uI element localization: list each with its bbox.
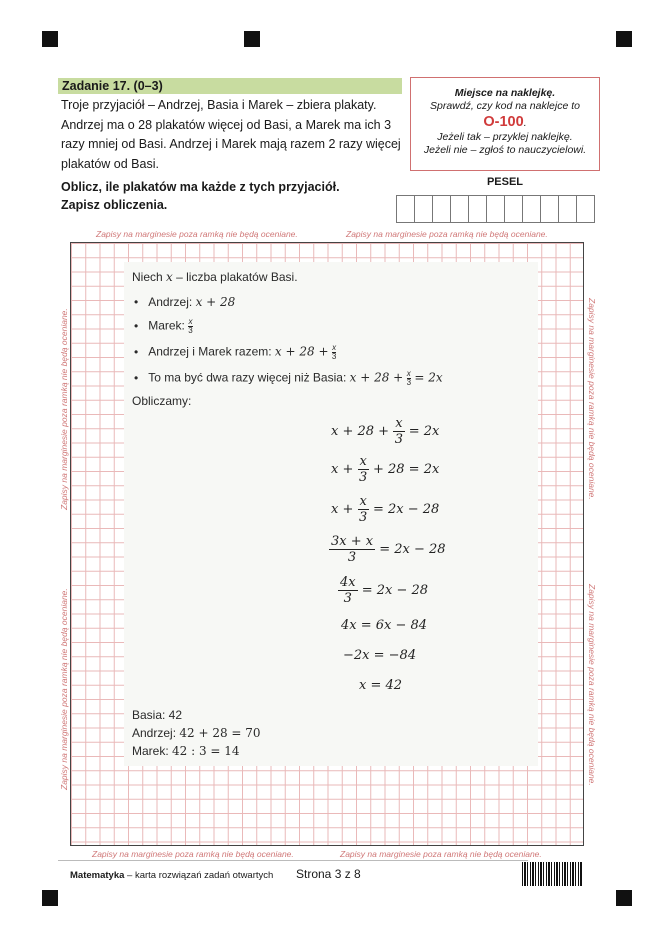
bullet-twice: • To ma być dwa razy więcej niż Basia: x + 28 + $\frac{x}{3} = 2x$ — [134, 370, 443, 387]
pesel-digit-box[interactable] — [540, 195, 559, 223]
intro-line: Niech x – liczba plakatów Basi. — [132, 270, 298, 284]
equation-8: x = 42 — [359, 678, 403, 693]
footer-divider — [58, 860, 528, 861]
result-marek: Marek: 42 : 3 = 14 — [132, 744, 240, 758]
task-text: Troje przyjaciół – Andrzej, Basia i Marek – zbiera plakaty. Andrzej ma o 28 plakatów więcej od Basi, a Marek ma ich 3 razy mniej od Basi. Andrzej i Marek mają razem 2 razy więcej plakatów od Basi. — [61, 98, 401, 171]
registration-mark-bottom-right — [616, 890, 632, 906]
registration-mark-top-left — [42, 31, 58, 47]
fraction: $\frac{x}{3}$ — [188, 317, 193, 335]
pesel-digit-box[interactable] — [504, 195, 523, 223]
bullet-together: • Andrzej i Marek razem: x + 28 + $\frac{x}{3}$ — [134, 344, 336, 361]
task-heading: Zadanie 17. (0–3) — [58, 78, 402, 94]
equation-4: $\frac{3x + x}{3}$ = 2x − 28 — [331, 534, 446, 565]
pesel-digit-box[interactable] — [468, 195, 487, 223]
sticker-line1: Sprawdź, czy kod na naklejce to — [430, 100, 580, 112]
equation-7: −2x = −84 — [343, 648, 417, 663]
margin-note-right-upper: Zapisy na marginesie poza ramką nie będą oceniane. — [587, 298, 597, 500]
fraction: $\frac{x}{3}$ — [359, 494, 368, 525]
bullet-marek: • Marek: $\frac{x}{3}$ — [134, 318, 193, 335]
sticker-line2: Jeżeli tak – przyklej naklejkę. — [437, 131, 573, 143]
registration-mark-bottom-left — [42, 890, 58, 906]
equation-1: x + 28 + $\frac{x}{3}$ = 2x — [331, 416, 440, 447]
task-instruction — [61, 178, 401, 214]
compute-label: Obliczamy: — [132, 394, 192, 408]
result-basia: Basia: 42 — [132, 708, 183, 722]
margin-note-left-upper: Zapisy na marginesie poza ramką nie będą oceniane. — [59, 308, 69, 510]
pesel-label: PESEL — [486, 176, 524, 188]
equation-2: x + $\frac{x}{3}$ + 28 = 2x — [331, 454, 440, 485]
fraction: $\frac{x}{3}$ — [331, 343, 337, 361]
fraction: $\frac{4x}{3}$ — [340, 575, 356, 606]
instruction-line-2: Zapisz obliczenia. — [61, 198, 168, 212]
bullet-andrzej: • Andrzej: x + 28 — [134, 295, 235, 309]
footer-subject: Matematyka – karta rozwiązań zadań otwartych — [70, 870, 274, 881]
equation-5: $\frac{4x}{3}$ = 2x − 28 — [340, 575, 429, 606]
registration-mark-top-center — [244, 31, 260, 47]
pesel-digit-box[interactable] — [486, 195, 505, 223]
equation-6: 4x = 6x − 84 — [341, 618, 428, 633]
fraction: $\frac{x}{3}$ — [394, 416, 404, 447]
result-andrzej: Andrzej: 42 + 28 = 70 — [132, 726, 261, 740]
fraction: $\frac{x}{3}$ — [359, 454, 368, 485]
pesel-digit-box[interactable] — [522, 195, 541, 223]
margin-note-bottom-right: Zapisy na marginesie poza ramką nie będą oceniane. — [340, 849, 542, 859]
pesel-digit-box[interactable] — [450, 195, 469, 223]
pesel-digit-box[interactable] — [396, 195, 415, 223]
sticker-code-line — [411, 113, 599, 131]
registration-mark-top-right — [616, 31, 632, 47]
barcode — [522, 862, 582, 886]
fraction: $\frac{x}{3}$ — [406, 369, 412, 387]
pesel-digit-box[interactable] — [558, 195, 577, 223]
margin-note-top-left: Zapisy na marginesie poza ramką nie będą oceniane. — [96, 229, 298, 239]
margin-note-top-right: Zapisy na marginesie poza ramką nie będą oceniane. — [346, 229, 548, 239]
sticker-box — [410, 77, 600, 171]
pesel-boxes[interactable] — [396, 195, 594, 223]
margin-note-right-lower: Zapisy na marginesie poza ramką nie będą oceniane. — [587, 584, 597, 786]
fraction: $\frac{3x + x}{3}$ — [331, 534, 374, 565]
pesel-digit-box[interactable] — [576, 195, 595, 223]
sticker-line3: Jeżeli nie – zgłoś to nauczycielowi. — [423, 144, 587, 156]
solution-area — [124, 262, 538, 766]
margin-note-left-lower: Zapisy na marginesie poza ramką nie będą oceniane. — [59, 588, 69, 790]
instruction-line-1: Oblicz, ile plakatów ma każde z tych przyjaciół. — [61, 180, 340, 194]
margin-note-bottom-left: Zapisy na marginesie poza ramką nie będą oceniane. — [92, 849, 294, 859]
page-number: Strona 3 z 8 — [296, 867, 361, 881]
pesel-digit-box[interactable] — [414, 195, 433, 223]
sticker-title: Miejsce na naklejkę. — [454, 87, 556, 99]
sticker-code: O-100 — [483, 114, 524, 130]
equation-3: x + $\frac{x}{3}$ = 2x − 28 — [331, 494, 440, 525]
pesel-digit-box[interactable] — [432, 195, 451, 223]
sticker-code-suffix: . — [523, 117, 527, 129]
